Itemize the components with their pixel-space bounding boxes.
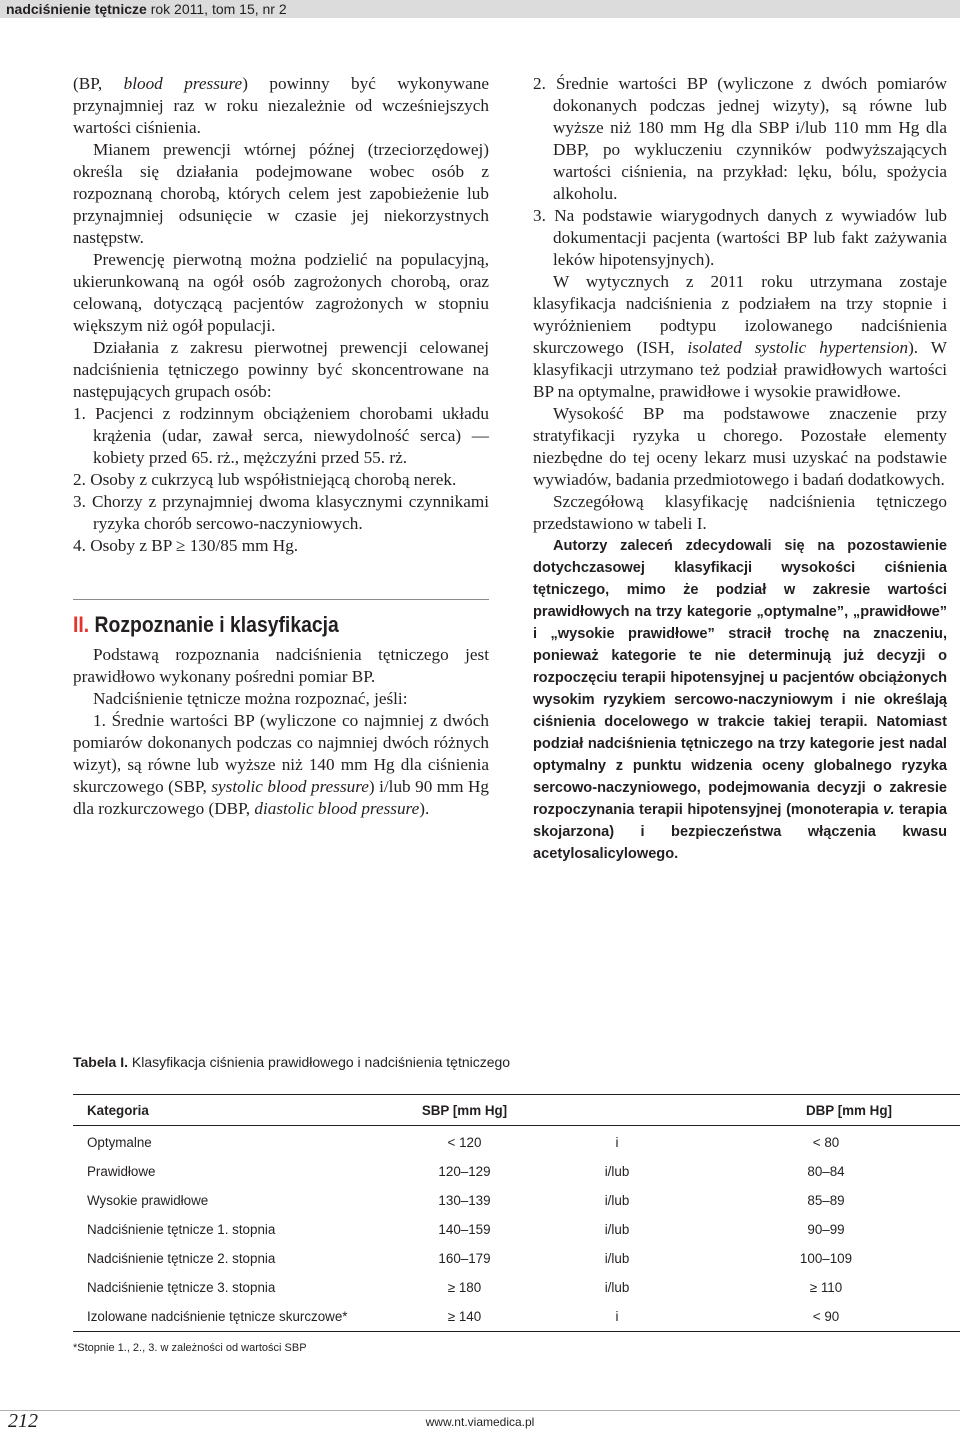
list-item: 3. Chorzy z przynajmniej dwoma klasycznymi czynnikami ryzyka chorób sercowo-naczyniowych. — [73, 492, 489, 533]
cell-sbp: 140–159 — [438, 1222, 491, 1237]
header-category: Kategoria — [73, 1095, 387, 1126]
italic-term: systolic blood pressure — [211, 777, 369, 796]
table-row — [73, 1126, 960, 1158]
journal-title: nadciśnienie tętnicze — [6, 1, 147, 17]
table-row — [73, 1186, 960, 1215]
list-item: 1. Pacjenci z rodzinnym obciążeniem chorobami układu krążenia (udar, zawał serca, niewydolność serca) — kobiety przed 65. rż., mężczyźni przed 55. rż. — [73, 404, 489, 467]
journal-website: www.nt.viamedica.pl — [425, 1415, 535, 1429]
cell-connector: i — [542, 1302, 692, 1332]
table-caption — [73, 1053, 510, 1071]
list-item: 2. Średnie wartości BP (wyliczone z dwóch pomiarów dokonanych podczas jednej wizyty), są równe lub wyższe niż 180 mm Hg dla SBP i/lub 110 mm Hg dla DBP, po wykluczeniu czynników podwyższających wartości ciśnienia, na przykład: lęku, bólu, spożycia alkoholu. — [533, 74, 947, 203]
text-run: terapia skojarzona) i bezpieczeństwa włączenia kwasu acetylosalicylowego. — [533, 802, 947, 862]
cell-dbp: ≥ 110 — [809, 1280, 843, 1295]
right-column — [533, 73, 947, 865]
paragraph: Prewencję pierwotną można podzielić na populacyjną, ukierunkowaną na ogół osób zagrożonych chorobą, oraz celowaną, dotyczącą pacjentów zagrożonych w stopniu większym niż ogół populacji. — [73, 250, 489, 335]
text-run: ) i/lub 90 mm Hg dla rozkurczowego (DBP, — [73, 777, 489, 818]
list-item: 3. Na podstawie wiarygodnych danych z wywiadów lub dokumentacji pacjenta (wartości BP lub fakt zażywania leków hipotensyjnych). — [533, 206, 947, 269]
table-row — [73, 1215, 960, 1244]
text-run: ). W klasyfikacji utrzymano też podział prawidłowych wartości BP na optymalne, prawidłowe i wysokie prawidłowe. — [533, 338, 947, 401]
paragraph: Szczegółową klasyfikację nadciśnienia tętniczego przedstawiono w tabeli I. — [533, 492, 947, 533]
text-run: W wytycznych z 2011 roku utrzymana zostaje klasyfikacja nadciśnienia z podziałem na trzy stopnie i wyróżnieniem podtypu izolowanego nadciśnienia skurczowego (ISH, — [533, 272, 947, 357]
text-run: 1. Średnie wartości BP (wyliczone co najmniej z dwóch pomiarów dokonanych podczas co najmniej dwóch różnych wizyt), są równe lub wyższe niż 140 mm Hg dla ciśnienia skurczowego (SBP, — [73, 711, 489, 796]
table-title: Klasyfikacja ciśnienia prawidłowego i nadciśnienia tętniczego — [127, 1054, 511, 1070]
cell-dbp: < 90 — [692, 1302, 960, 1332]
classification-table — [73, 1094, 960, 1332]
cell-category: Nadciśnienie tętnicze 1. stopnia — [87, 1222, 276, 1237]
cell-category: Nadciśnienie tętnicze 3. stopnia — [87, 1280, 276, 1295]
text-run: ) powinny być wykonywane przynajmniej raz w roku niezależnie od wcześniejszych wartości ciśnienia. — [73, 74, 489, 137]
italic-term: v. — [883, 802, 895, 818]
table-row — [73, 1244, 960, 1273]
table-footnote: *Stopnie 1., 2., 3. w zależności od wartości SBP — [73, 1342, 307, 1354]
cell-dbp: 90–99 — [807, 1222, 845, 1237]
paragraph — [73, 73, 489, 139]
journal-issue: rok 2011, tom 15, nr 2 — [146, 1, 287, 17]
cell-sbp: ≥ 140 — [387, 1302, 542, 1332]
cell-connector: i/lub — [604, 1193, 630, 1208]
table-row — [73, 1157, 960, 1186]
list-item: 2. Osoby z cukrzycą lub współistniejącą chorobą nerek. — [73, 470, 457, 489]
cell-category: Nadciśnienie tętnicze 2. stopnia — [87, 1251, 276, 1266]
cell-sbp: 160–179 — [438, 1251, 491, 1266]
italic-term: isolated systolic hypertension — [687, 338, 909, 357]
section-number: II. — [73, 612, 90, 637]
cell-sbp: ≥ 180 — [447, 1280, 482, 1295]
paragraph: Działania z zakresu pierwotnej prewencji celowanej nadciśnienia tętniczego powinny być skoncentrowane na następujących grupach osób: — [73, 338, 489, 401]
cell-sbp: 120–129 — [438, 1164, 491, 1179]
cell-connector: i — [615, 1135, 619, 1150]
section-title: Rozpoznanie i klasyfikacja — [89, 612, 339, 637]
cell-dbp: 100–109 — [799, 1251, 853, 1266]
paragraph — [533, 271, 947, 403]
paragraph: Mianem prewencji wtórnej późnej (trzeciorzędowej) określa się działania podejmowane wobec osób z rozpoznaną chorobą, których celem jest zapobieżenie lub przynajmniej odsunięcie w czasie jej niekorzystnych następstw. — [73, 140, 489, 247]
header-dbp: DBP [mm Hg] — [692, 1095, 960, 1126]
cell-dbp: 80–84 — [807, 1164, 845, 1179]
cell-connector: i/lub — [604, 1164, 630, 1179]
paragraph: Wysokość BP ma podstawowe znaczenie przy stratyfikacji ryzyka u chorego. Pozostałe elementy niezbędne do tej oceny lekarz musi uzyskać na podstawie wywiadów, badania przedmiotowego i badań dodatkowych. — [533, 404, 947, 489]
cell-connector: i/lub — [604, 1222, 630, 1237]
cell-sbp: 130–139 — [438, 1193, 491, 1208]
recommendation-paragraph — [533, 535, 947, 865]
text-run: Autorzy zaleceń zdecydowali się na pozostawienie dotychczasowej klasyfikacji wysokości ciśnienia tętniczego, mimo że podział w zakresie wartości prawidłowych na trzy kategorie „optymalne”, „prawidłowe” i „wysokie prawidłowe” stracił trochę na znaczeniu, ponieważ kategorie te nie determinują już decyzji o rozpoczęciu terapii hipotensyjnej u pacjentów obciążonych wysokim ryzykiem sercowo-naczyniowym i nie określają ciśnienia docelowego w trakcie takiej terapii. Natomiast podział nadciśnienia tętniczego na trzy kategorie jest nadal optymalny z punktu widzenia oceny globalnego ryzyka sercowo-naczyniowego, podejmowania decyzji o zakresie rozpoczynania terapii hipotensyjnej (monoterapia — [533, 538, 947, 818]
running-header-text — [6, 1, 287, 17]
paragraph — [73, 710, 489, 820]
cell-sbp: < 120 — [447, 1135, 482, 1150]
paragraph: Nadciśnienie tętnicze można rozpoznać, jeśli: — [93, 689, 408, 708]
italic-term: blood pressure — [123, 74, 243, 93]
page-number: 212 — [8, 1410, 38, 1432]
italic-term: diastolic blood pressure — [254, 799, 420, 818]
cell-category: Optymalne — [87, 1135, 152, 1150]
cell-connector: i/lub — [604, 1251, 630, 1266]
text-run: (BP, — [73, 74, 124, 93]
cell-category: Wysokie prawidłowe — [87, 1193, 209, 1208]
table-row — [73, 1273, 960, 1302]
cell-dbp: 85–89 — [807, 1193, 845, 1208]
section-heading — [73, 612, 439, 638]
table-header-row — [73, 1095, 960, 1126]
paragraph: Podstawą rozpoznania nadciśnienia tętniczego jest prawidłowo wykonany pośredni pomiar BP. — [73, 645, 489, 686]
table-label: Tabela I. — [73, 1054, 128, 1070]
running-header — [0, 0, 960, 18]
left-column — [73, 73, 489, 820]
header-connector — [542, 1095, 692, 1126]
text-run: ). — [419, 799, 430, 818]
list-item: 4. Osoby z BP ≥ 130/85 mm Hg. — [73, 536, 299, 555]
section-divider — [73, 599, 489, 600]
cell-dbp: < 80 — [812, 1135, 840, 1150]
classification-table-wrap — [73, 1094, 960, 1332]
cell-connector: i/lub — [604, 1280, 630, 1295]
table-row — [73, 1302, 960, 1332]
cell-category: Prawidłowe — [87, 1164, 156, 1179]
cell-category: Izolowane nadciśnienie tętnicze skurczowe* — [73, 1302, 387, 1332]
footer-divider — [0, 1410, 960, 1411]
header-sbp: SBP [mm Hg] — [387, 1095, 542, 1126]
